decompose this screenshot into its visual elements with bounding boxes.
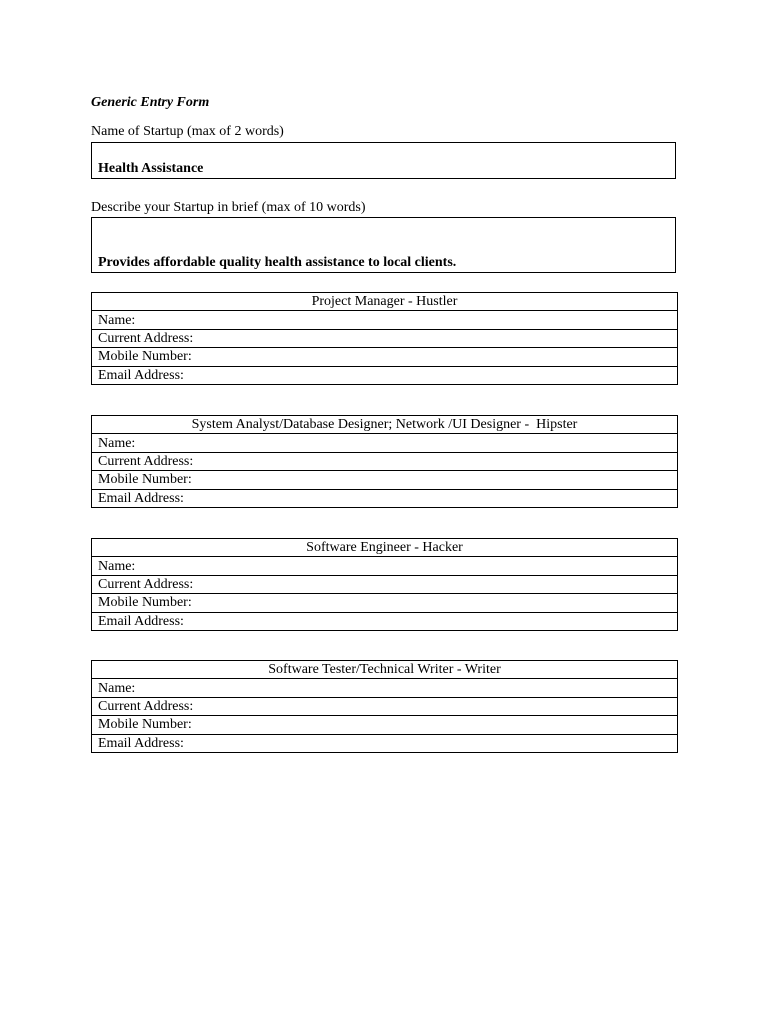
name-field[interactable]: Name: <box>92 311 678 329</box>
mobile-number-field[interactable]: Mobile Number: <box>92 716 678 734</box>
current-address-field[interactable]: Current Address: <box>92 575 678 593</box>
role-header: Software Tester/Technical Writer - Writer <box>92 661 678 679</box>
email-address-field[interactable]: Email Address: <box>92 612 678 630</box>
form-title: Generic Entry Form <box>91 95 210 110</box>
name-field[interactable]: Name: <box>92 679 678 697</box>
mobile-number-field[interactable]: Mobile Number: <box>92 348 678 366</box>
name-field[interactable]: Name: <box>92 434 678 452</box>
current-address-field[interactable]: Current Address: <box>92 329 678 347</box>
role-header: System Analyst/Database Designer; Network /UI Designer - Hipster <box>92 416 678 434</box>
startup-description-box[interactable] <box>91 217 676 273</box>
startup-description-label: Describe your Startup in brief (max of 10 words) <box>91 200 366 215</box>
startup-name-value: Health Assistance <box>98 161 204 176</box>
current-address-field[interactable]: Current Address: <box>92 452 678 470</box>
email-address-field[interactable]: Email Address: <box>92 366 678 384</box>
role-table-software-engineer <box>91 538 678 631</box>
mobile-number-field[interactable]: Mobile Number: <box>92 471 678 489</box>
role-header: Project Manager - Hustler <box>92 293 678 311</box>
role-table-system-analyst <box>91 415 678 508</box>
name-field[interactable]: Name: <box>92 557 678 575</box>
email-address-field[interactable]: Email Address: <box>92 734 678 752</box>
role-table-project-manager <box>91 292 678 385</box>
role-table-software-tester <box>91 660 678 753</box>
role-header: Software Engineer - Hacker <box>92 539 678 557</box>
current-address-field[interactable]: Current Address: <box>92 697 678 715</box>
startup-name-box[interactable] <box>91 142 676 179</box>
startup-name-label: Name of Startup (max of 2 words) <box>91 124 284 139</box>
email-address-field[interactable]: Email Address: <box>92 489 678 507</box>
startup-description-value: Provides affordable quality health assistance to local clients. <box>98 255 457 270</box>
mobile-number-field[interactable]: Mobile Number: <box>92 594 678 612</box>
